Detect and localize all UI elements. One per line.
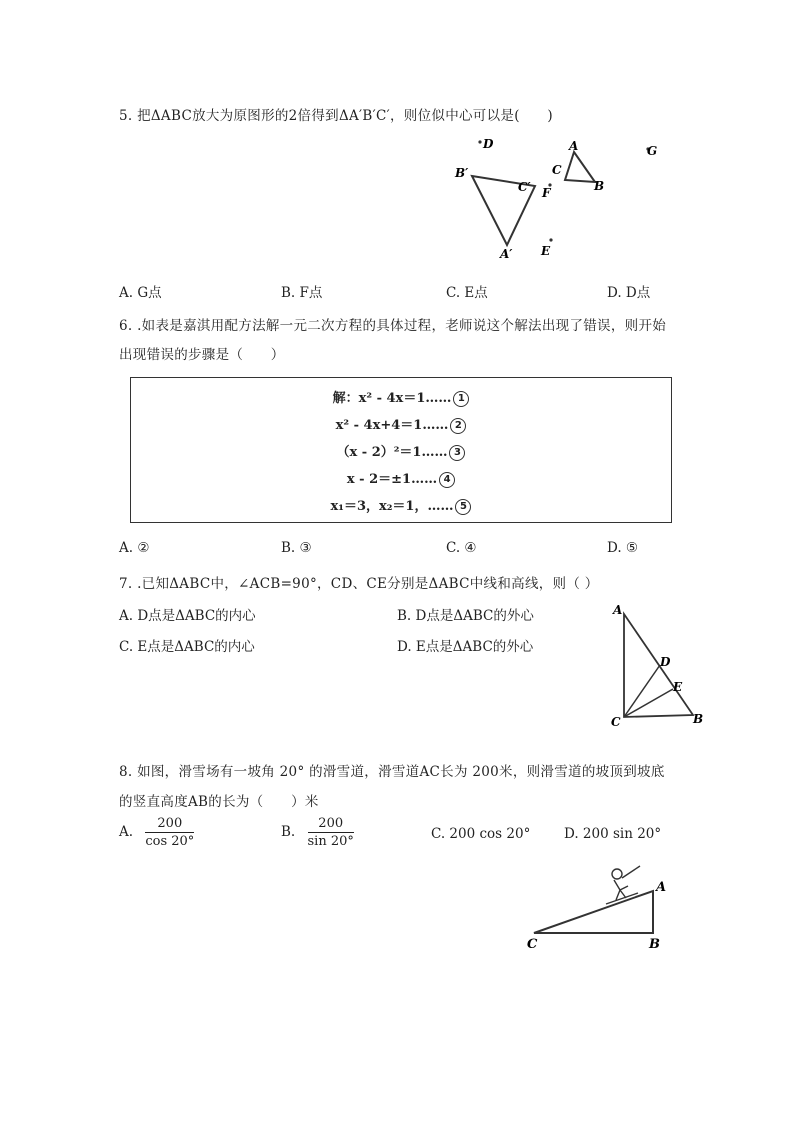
label-b: B bbox=[693, 712, 704, 726]
label-b: B bbox=[594, 179, 605, 193]
q8-option-b-denominator: sin 20° bbox=[307, 834, 354, 849]
q6-step-1: 解：x² - 4x＝1…… 1 bbox=[131, 387, 671, 407]
step-mark-1: 1 bbox=[453, 391, 469, 407]
q6-option-a[interactable]: A. ② bbox=[119, 540, 150, 556]
q5-option-a[interactable]: A. G点 bbox=[119, 285, 162, 301]
q6-step-4: x - 2＝±1…… 4 bbox=[131, 468, 671, 488]
q8-option-a-fraction bbox=[145, 816, 194, 849]
q7-option-c[interactable]: C. E点是ΔABC的内心 bbox=[119, 639, 255, 655]
step-mark-4: 4 bbox=[439, 472, 455, 488]
label-b: B bbox=[649, 937, 660, 952]
median-cd bbox=[624, 665, 660, 717]
q5-option-b[interactable]: B. F点 bbox=[281, 285, 323, 301]
step-mark-2: 2 bbox=[450, 418, 466, 434]
label-e: E bbox=[673, 680, 683, 694]
q6-option-b[interactable]: B. ③ bbox=[281, 540, 312, 556]
q8-option-b-numerator: 200 bbox=[308, 816, 354, 833]
point-d bbox=[478, 140, 481, 143]
q8-option-a-numerator: 200 bbox=[145, 816, 194, 833]
point-e bbox=[549, 238, 552, 241]
q6-stem-line1: 6. .如表是嘉淇用配方法解一元二次方程的具体过程，老师说这个解法出现了错误，则开始 bbox=[119, 318, 667, 334]
q8-option-b-label: B. bbox=[281, 824, 296, 840]
q8-option-a[interactable] bbox=[119, 816, 194, 849]
q6-step-3: （x - 2）²＝1…… 3 bbox=[131, 441, 671, 461]
label-c1: C′ bbox=[518, 180, 531, 194]
q5-option-d[interactable]: D. D点 bbox=[607, 285, 651, 301]
label-c: C bbox=[527, 937, 538, 952]
label-a: A bbox=[613, 603, 623, 617]
q5-stem: 5. 把ΔABC放大为原图形的2倍得到ΔA′B′C′，则位似中心可以是( ) bbox=[119, 108, 553, 124]
label-a: A bbox=[569, 139, 579, 153]
q8-option-d[interactable]: D. 200 sin 20° bbox=[564, 826, 662, 842]
q8-stem-line1: 8. 如图，滑雪场有一坡角 20° 的滑雪道，滑雪道AC长为 200米，则滑雪道的坡顶到坡底 bbox=[119, 764, 665, 780]
step-mark-5: 5 bbox=[455, 499, 471, 515]
q8-option-c[interactable]: C. 200 cos 20° bbox=[431, 826, 531, 842]
q8-stem-line2: 的竖直高度AB的长为（ ）米 bbox=[119, 794, 319, 810]
q7-option-b[interactable]: B. D点是ΔABC的外心 bbox=[397, 608, 534, 624]
q8-option-b-fraction bbox=[308, 816, 354, 849]
q6-option-d[interactable]: D. ⑤ bbox=[607, 540, 639, 556]
altitude-ce bbox=[624, 689, 673, 717]
q6-step-2: x² - 4x+4＝1…… 2 bbox=[131, 414, 671, 434]
q6-solution-box bbox=[130, 377, 672, 523]
q7-option-a[interactable]: A. D点是ΔABC的内心 bbox=[119, 608, 256, 624]
triangle-abc bbox=[565, 152, 595, 182]
q5-figure bbox=[440, 128, 670, 263]
q8-option-a-denominator: cos 20° bbox=[145, 834, 195, 849]
label-b1: B′ bbox=[455, 166, 469, 180]
q7-option-d[interactable]: D. E点是ΔABC的外心 bbox=[397, 639, 534, 655]
label-g: G bbox=[647, 144, 658, 158]
label-a: A bbox=[656, 880, 667, 895]
label-c: C bbox=[552, 163, 562, 177]
q7-stem: 7. .已知ΔABC中，∠ACB=90°，CD、CE分别是ΔABC中线和高线，则（ ） bbox=[119, 576, 599, 592]
q5-option-c[interactable]: C. E点 bbox=[446, 285, 488, 301]
q6-option-c[interactable]: C. ④ bbox=[446, 540, 477, 556]
label-a1: A′ bbox=[500, 247, 513, 261]
step-mark-3: 3 bbox=[449, 445, 465, 461]
q6-stem-line2: 出现错误的步骤是（ ） bbox=[119, 347, 285, 363]
label-f: F bbox=[542, 186, 551, 200]
label-c: C bbox=[611, 715, 621, 729]
q8-option-b[interactable] bbox=[281, 816, 354, 849]
slope-triangle bbox=[534, 891, 653, 933]
q6-step-5: x₁＝3，x₂＝1，…… 5 bbox=[131, 495, 671, 515]
q8-figure bbox=[520, 860, 680, 955]
label-d: D bbox=[660, 655, 671, 669]
q8-option-a-label: A. bbox=[119, 824, 134, 840]
q7-figure bbox=[605, 598, 715, 730]
label-e: E bbox=[541, 244, 551, 258]
label-d: D bbox=[483, 137, 494, 151]
